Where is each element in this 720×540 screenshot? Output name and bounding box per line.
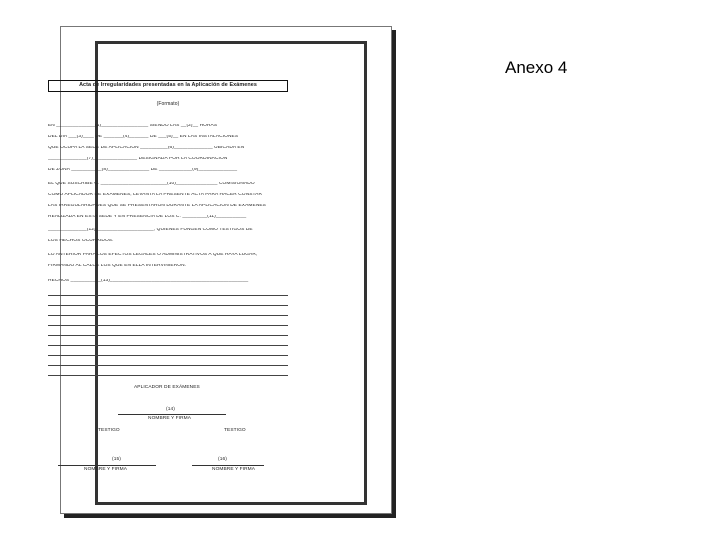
witness-right-number: (16) <box>218 457 227 462</box>
witness-right-label: TESTIGO <box>224 428 246 433</box>
form-title-text: Acta de Irregularidades presentadas en la Aplicación de Exámenes <box>79 82 257 89</box>
applicator-number: (14) <box>166 407 175 412</box>
paragraph2-line: COMO APLICADOR DE EXÁMENES, LEVANTA LA PRESENTE ACTA PARA HACER CONSTAR <box>48 193 263 197</box>
applicator-heading: APLICADOR DE EXÁMENES <box>134 385 200 390</box>
facts-rule <box>48 295 288 296</box>
paragraph1-line: DEL DÍA ___(3)____ DE _______(4)_______ DE ___(5)__ EN LAS INSTALACIONES <box>48 135 239 139</box>
paragraph2-line: LOS HECHOS OCURRIDOS. <box>48 239 114 243</box>
facts-rule <box>48 315 288 316</box>
facts-rule <box>48 355 288 356</box>
paragraph2-line: REALIZADA EN ESTA SEDE Y EN PRESENCIA DE LOS C. _________(11)___________ <box>48 215 247 219</box>
witness-left-number: (15) <box>112 457 121 462</box>
witness-left-signature-line <box>58 465 156 466</box>
facts-rule <box>48 345 288 346</box>
paragraph2-line: ______________(12)_____________________, QUIENES FUNGEN COMO TESTIGOS DE <box>48 228 253 232</box>
paragraph3-line: FIRMANDO AL CALCE LOS QUE EN ELLA INTERVINIERON. <box>48 264 187 268</box>
paragraph2-line: EL QUE SUSCRIBE C. ________________________(10)_______________ COMISIONADO <box>48 182 255 186</box>
facts-rule <box>48 375 288 376</box>
facts-rule <box>48 325 288 326</box>
document-page <box>60 26 392 514</box>
paragraph1-line: DE ZONA ___________(8)_______________ DE ____________(9)______________ <box>48 168 238 172</box>
witness-left-caption: NOMBRE Y FIRMA <box>84 467 128 472</box>
paragraph3-line: LO ANTERIOR PARA LOS EFECTOS LEGALES O ADMINISTRATIVOS A QUE HAYA LUGAR, <box>48 253 258 257</box>
witness-right-caption: NOMBRE Y FIRMA <box>212 467 256 472</box>
applicator-caption: NOMBRE Y FIRMA <box>148 416 192 421</box>
slide-title: Anexo 4 <box>505 58 568 77</box>
facts-rule <box>48 335 288 336</box>
applicator-signature-line <box>118 414 226 415</box>
witness-left-label: TESTIGO <box>98 428 120 433</box>
facts-label: HECHOS ___________(13)__________________________________________________ <box>48 279 249 283</box>
page-frame <box>95 41 367 505</box>
form-title <box>48 80 288 92</box>
paragraph1-line: QUE OCUPA LA SEDE DE APLICACIÓN __________(6)______________ UBICADA EN <box>48 146 245 150</box>
paragraph1-line: ______________(7)________________ DESIGNADA POR LA COORDINACIÓN <box>48 157 228 161</box>
paragraph2-line: LAS IRREGULARIDADES QUE SE PRESENTARON DURANTE LA APLICACIÓN DE EXÁMENES <box>48 204 266 208</box>
form-subtitle: (Formato) <box>156 101 180 107</box>
facts-rule <box>48 365 288 366</box>
witness-right-signature-line <box>192 465 264 466</box>
facts-rule <box>48 305 288 306</box>
paragraph1-line: EN ______________(1)_________________ SIENDO LAS __(2)__ HORAS <box>48 124 218 128</box>
